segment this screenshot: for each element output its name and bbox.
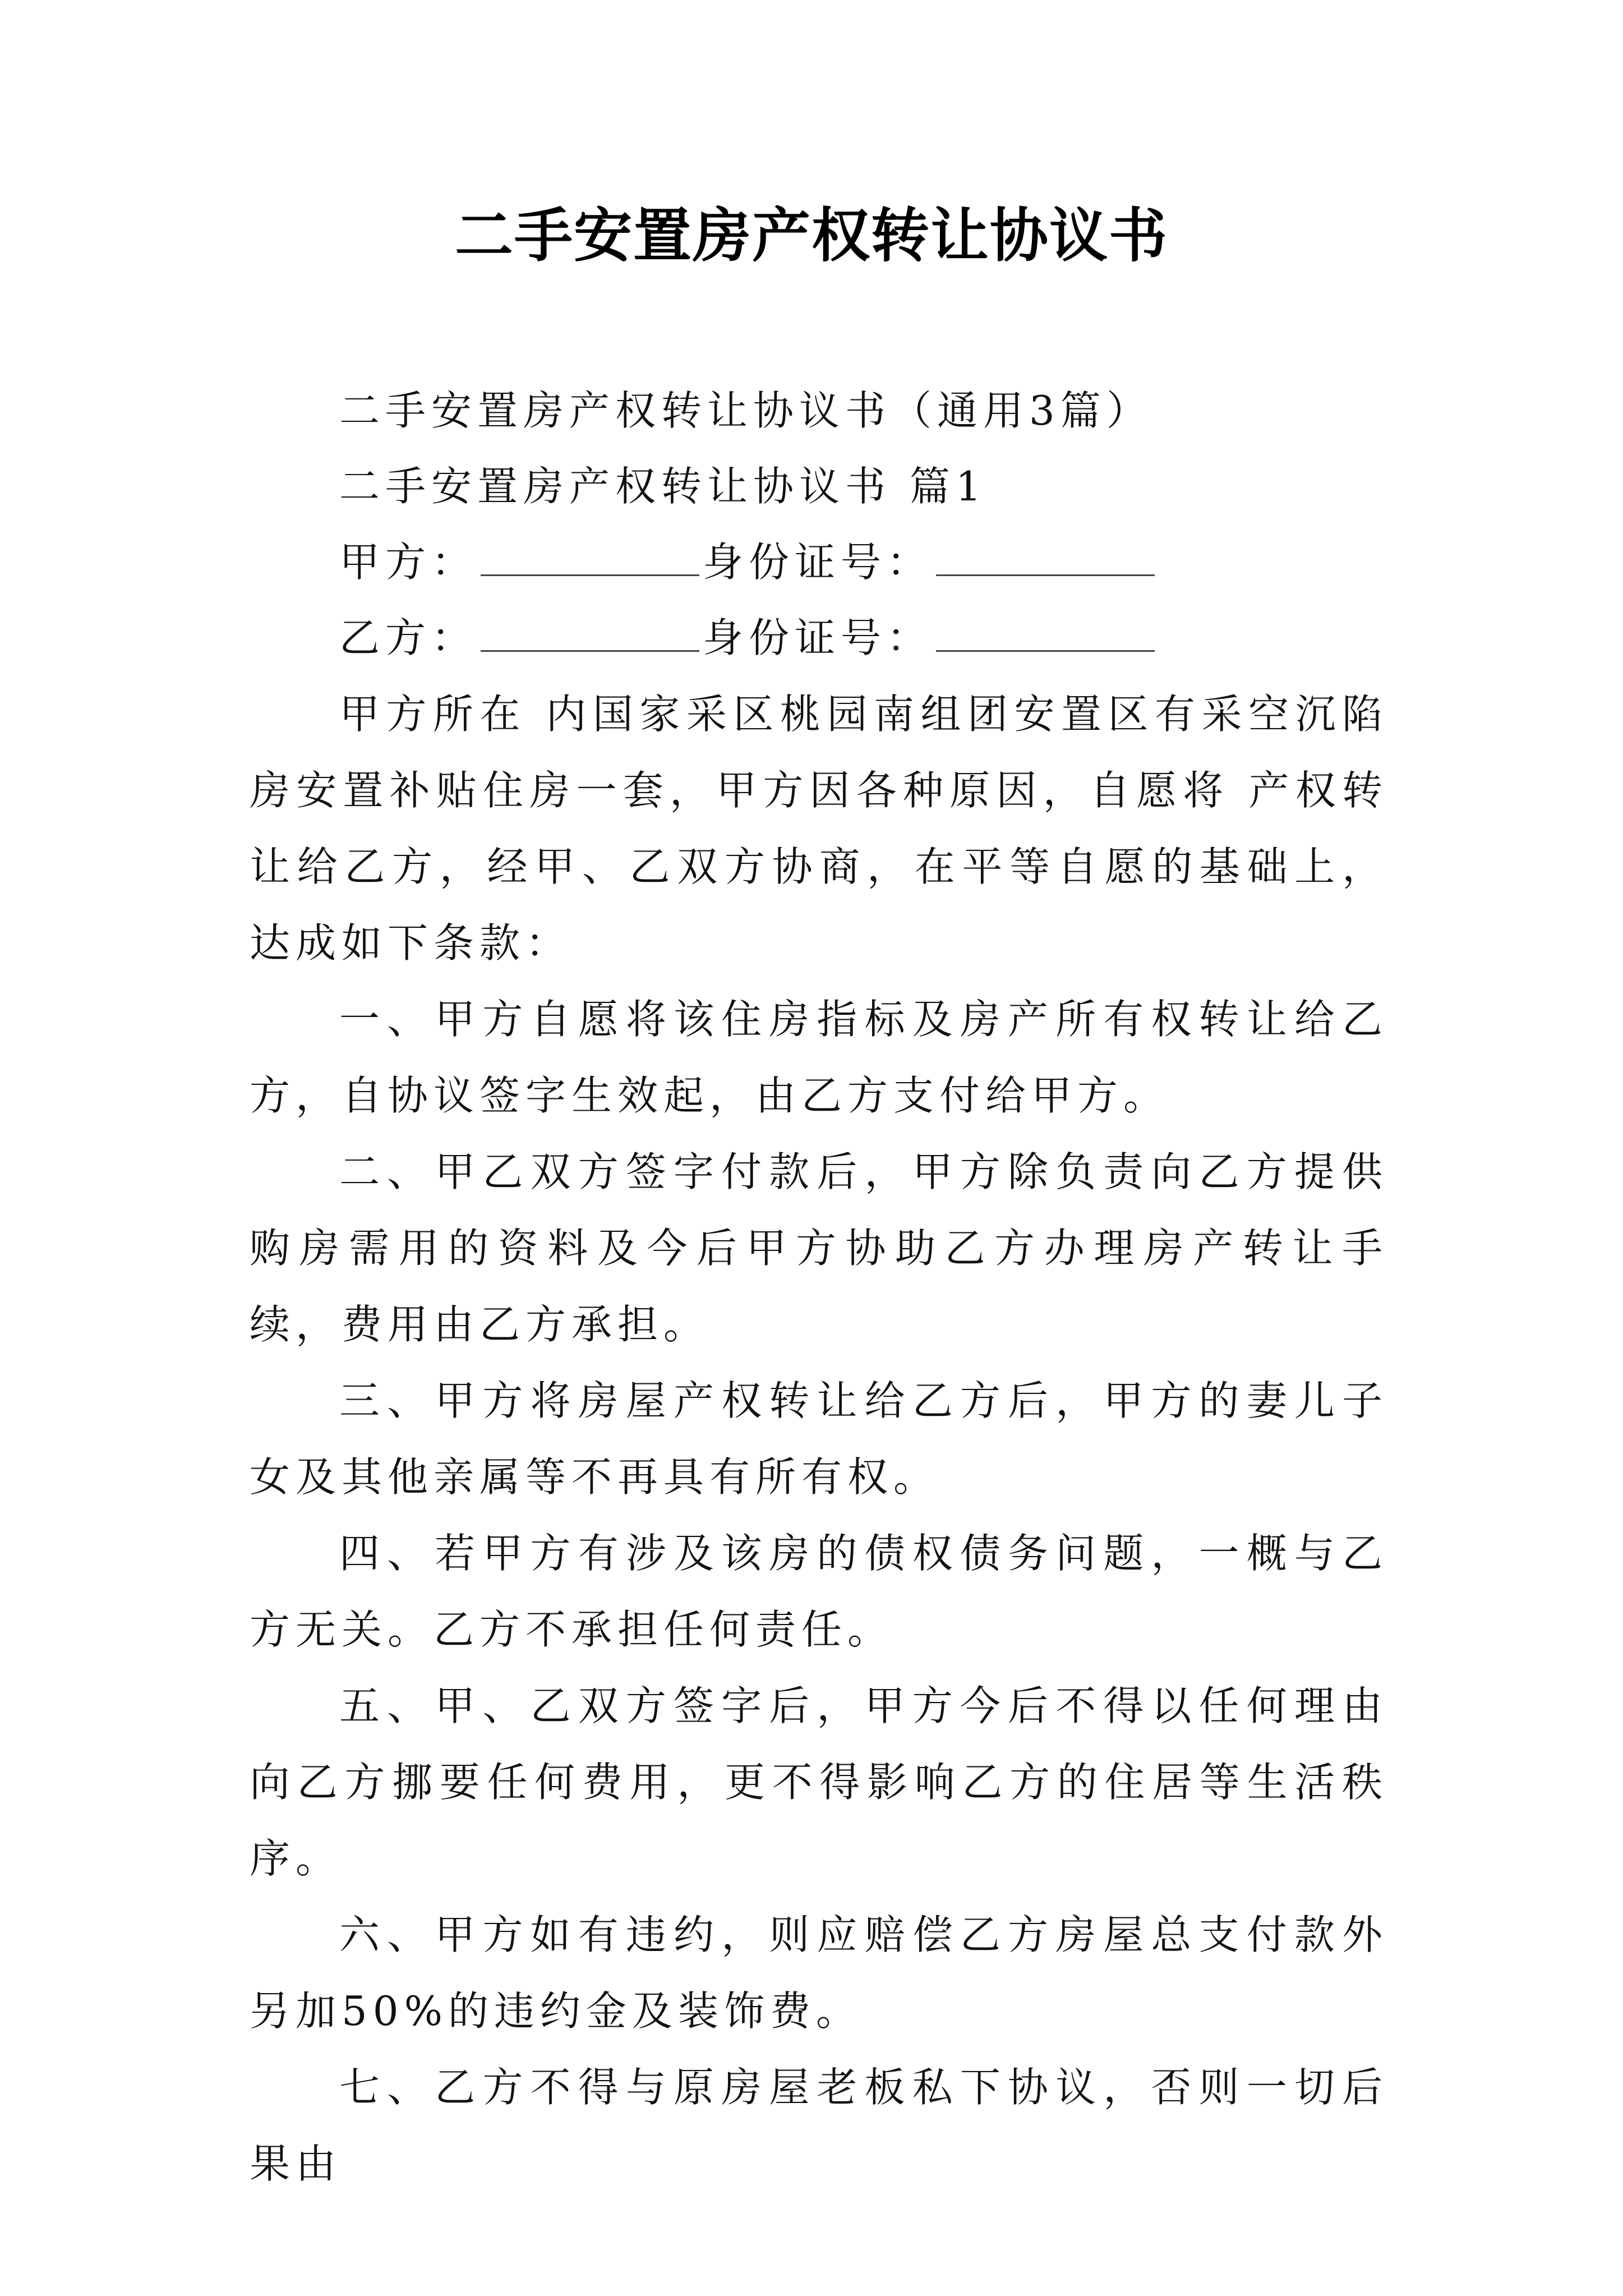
paragraph-intro: 甲方所在 内国家采区桃园南组团安置区有采空沉陷房安置补贴住房一套，甲方因各种原因，自愿将 产权转让给乙方，经甲、乙双方协商，在平等自愿的基础上，达成如下条款： bbox=[250, 691, 1388, 967]
party-b-name-blank bbox=[481, 611, 699, 652]
party-b-line bbox=[250, 600, 1388, 676]
section-heading: 二手安置房产权转让协议书 篇1 bbox=[339, 463, 987, 510]
clause-6: 六、甲方如有违约，则应赔偿乙方房屋总支付款外另加50%的违约金及装饰费。 bbox=[250, 1911, 1388, 2035]
party-a-id-label: 身份证号： bbox=[703, 539, 933, 586]
clause-1: 一、甲方自愿将该住房指标及房产所有权转让给乙方，自协议签字生效起，由乙方支付给甲方。 bbox=[250, 996, 1388, 1119]
clause-4: 四、若甲方有涉及该房的债权债务问题，一概与乙方无关。乙方不承担任何责任。 bbox=[250, 1530, 1388, 1653]
party-a-line bbox=[250, 524, 1388, 600]
party-b-id-label: 身份证号： bbox=[703, 614, 933, 661]
party-a-name-blank bbox=[481, 535, 699, 576]
clause-3: 三、甲方将房屋产权转让给乙方后，甲方的妻儿子女及其他亲属等不再具有所有权。 bbox=[250, 1377, 1388, 1501]
clause-2: 二、甲乙双方签字付款后，甲方除负责向乙方提供购房需用的资料及今后甲方协助乙方办理房产转让手续，费用由乙方承担。 bbox=[250, 1148, 1388, 1348]
document-body bbox=[250, 373, 1388, 2202]
document-subtitle: 二手安置房产权转让协议书（通用3篇） bbox=[339, 387, 1152, 434]
party-a-id-blank bbox=[936, 535, 1155, 576]
clause-5: 五、甲、乙双方签字后，甲方今后不得以任何理由向乙方挪要任何费用，更不得影响乙方的住居等生活秩序。 bbox=[250, 1682, 1388, 1882]
clause-7: 七、乙方不得与原房屋老板私下协议，否则一切后果由 bbox=[250, 2064, 1388, 2187]
document-title: 二手安置房产权转让协议书 bbox=[454, 201, 1168, 270]
party-b-id-blank bbox=[936, 611, 1155, 652]
party-b-label: 乙方： bbox=[339, 614, 478, 661]
party-a-label: 甲方： bbox=[339, 539, 478, 586]
